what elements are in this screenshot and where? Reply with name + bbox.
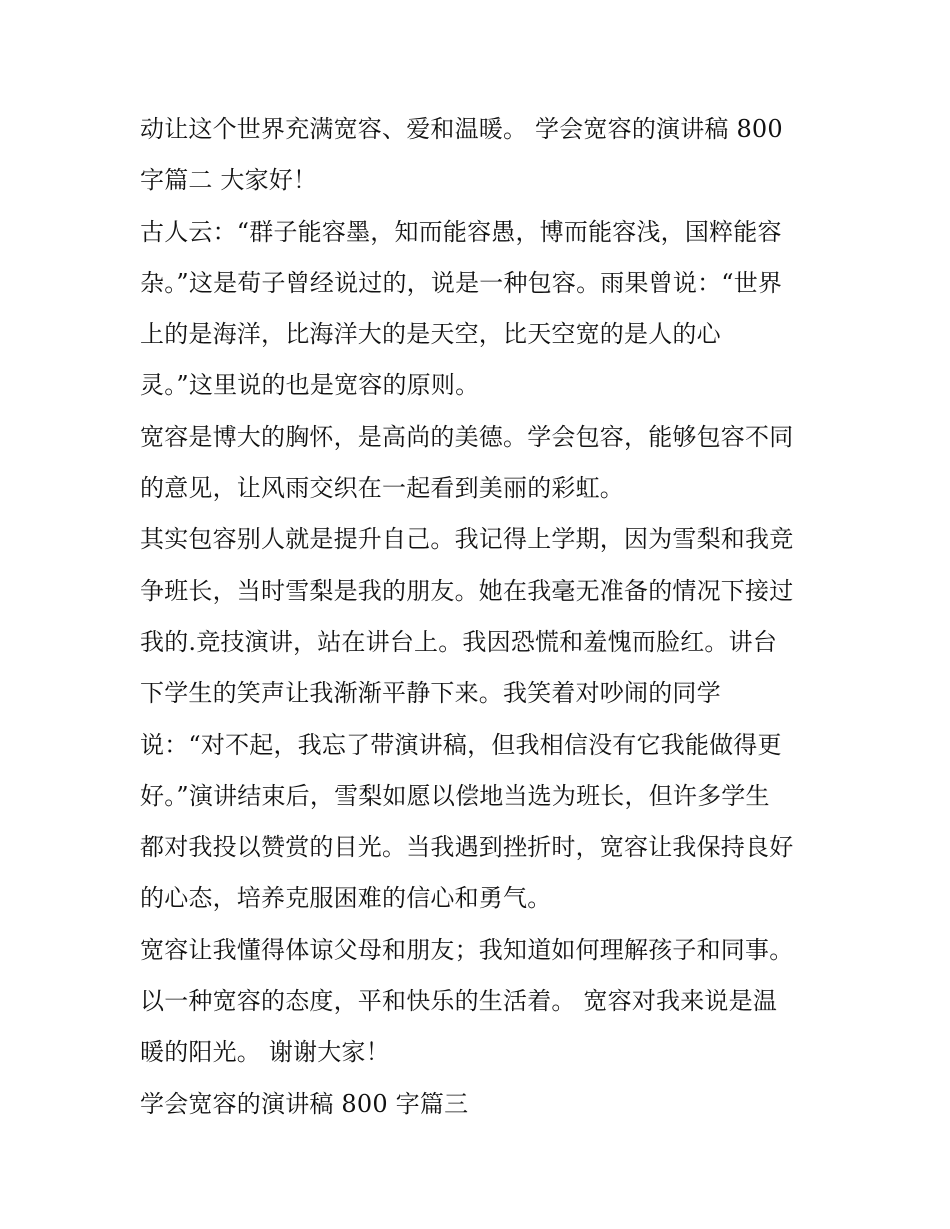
text-line-9: 其实包容别人就是提升自己。我记得上学期，因为雪梨和我竞 xyxy=(140,525,794,554)
text-line-18: 以一种宽容的态度，平和快乐的生活着。 宽容对我来说是温 xyxy=(140,987,778,1016)
text-line-17: 宽容让我懂得体谅父母和朋友；我知道如何理解孩子和同事。 xyxy=(140,935,794,964)
document-body xyxy=(140,104,830,1130)
text-line-10: 争班长，当时雪梨是我的朋友。她在我毫无准备的情况下接过 xyxy=(140,576,794,605)
text-line-11: 我的.竞技演讲，站在讲台上。我因恐慌和羞愧而脸红。讲台 xyxy=(140,627,778,656)
text-line-1: 动让这个世界充满宽容、爱和温暖。 学会宽容的演讲稿 800 xyxy=(140,115,783,143)
text-line-7: 宽容是博大的胸怀，是高尚的美德。学会包容，能够包容不同 xyxy=(140,422,794,451)
text-line-8: 的意见，让风雨交织在一起看到美丽的彩虹。 xyxy=(140,474,624,503)
text-line-16: 的心态，培养克服困难的信心和勇气。 xyxy=(140,884,552,913)
text-line-13: 说：“对不起，我忘了带演讲稿，但我相信没有它我能做得更 xyxy=(140,730,782,759)
text-line-14: 好。”演讲结束后，雪梨如愿以偿地当选为班长，但许多学生 xyxy=(140,781,770,810)
text-line-20: 学会宽容的演讲稿 800 字篇三 xyxy=(140,1089,469,1118)
text-line-3: 古人云：“群子能容墨，知而能容愚，博而能容浅，国粹能容 xyxy=(140,217,782,246)
text-line-4: 杂。”这是荀子曾经说过的，说是一种包容。雨果曾说：“世界 xyxy=(140,268,783,297)
text-line-15: 都对我投以赞赏的目光。当我遇到挫折时，宽容让我保持良好 xyxy=(140,833,794,862)
text-line-6: 灵。”这里说的也是宽容的原则。 xyxy=(140,371,480,400)
text-line-12: 下学生的笑声让我渐渐平静下来。我笑着对吵闹的同学 xyxy=(140,679,721,708)
text-line-2: 字篇二 大家好！ xyxy=(140,166,318,195)
text-line-19: 暖的阳光。 谢谢大家！ xyxy=(140,1038,390,1067)
text-line-5: 上的是海洋，比海洋大的是天空，比天空宽的是人的心 xyxy=(140,320,721,349)
